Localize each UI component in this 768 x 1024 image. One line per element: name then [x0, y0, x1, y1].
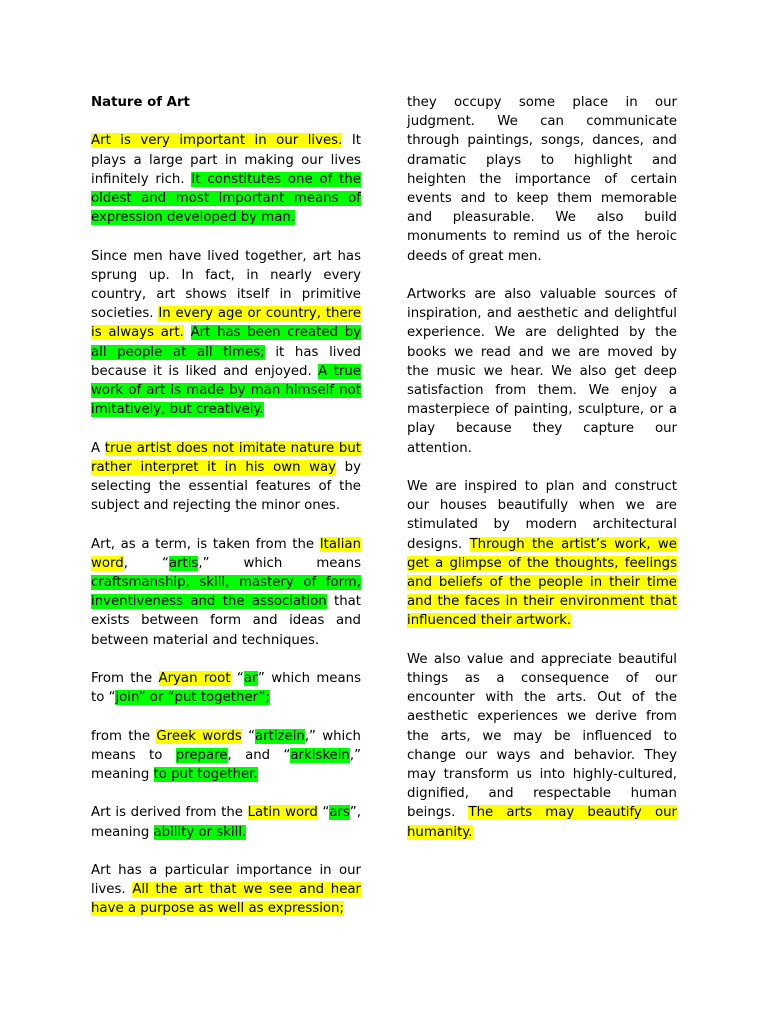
highlighted-text: Aryan root [158, 671, 231, 687]
text-run: they occupy some place in our judgment. We can communicate through paintings, songs, dances, and dramatic plays to highlight and heighten the importance of certain events and to keep them memorable and pleasurable. We also build monuments to remind us of the heroic deeds of great men. [407, 95, 677, 264]
highlighted-text: In every age or country, there is always art. [91, 306, 361, 341]
highlighted-text: All the art that we see and hear have a purpose as well as expression; [91, 882, 361, 917]
text-run: A [91, 440, 105, 456]
highlighted-text: Art is very important in our lives. [91, 133, 343, 149]
text-run: ,” which means to [91, 728, 361, 763]
text-run: it has lived because it is liked and enjoyed. [91, 344, 361, 379]
text-run: Art has a particular importance in our lives. [91, 863, 361, 898]
text-run: ” which means to “ [91, 671, 361, 706]
highlighted-text: Through the artist’s work, we get a glimpse of the thoughts, feelings and beliefs of the people in their time and the faces in their environment that influenced their artwork. [407, 536, 677, 629]
text-run: We are inspired to plan and construct our houses beautifully when we are stimulated by modern architectural designs. [407, 479, 677, 552]
text-run: “ [230, 671, 244, 687]
paragraph [91, 535, 361, 650]
highlighted-text: ars [329, 805, 350, 821]
highlighted-text: arkiskein [290, 747, 350, 763]
highlighted-text: join” or “put together”; [115, 690, 271, 706]
text-run: Since men have lived together, art has sprung up. In fact, in nearly every country, art shows itself in primitive societies. [91, 248, 361, 322]
paragraph [91, 247, 361, 420]
paragraph [407, 477, 677, 631]
page-title: Nature of Art [91, 95, 190, 110]
text-run: , and “ [227, 747, 291, 763]
text-run: from the [91, 728, 157, 744]
text-run: It plays a large part in making our lives infinitely rich. [91, 133, 361, 187]
paragraph [91, 131, 361, 227]
text-run: “ [241, 728, 256, 744]
text-run: Art, as a term, is taken from the [91, 536, 320, 552]
highlighted-text: craftsmanship, skill, mastery of form, inventiveness and the association [91, 575, 361, 610]
text-run: We also value and appreciate beautiful things as a consequence of our encounter with the arts. Out of the aesthetic experiences we derive from the arts, we may be influenced to change our ways and behavior. They may transform us into highly-cultured, dignified, and respectable human beings. [407, 651, 677, 821]
highlighted-text: The arts may beautify our humanity. [407, 805, 677, 840]
paragraph [91, 439, 361, 516]
highlighted-text: A true work of art is made by man himself not imitatively, but creatively. [91, 363, 361, 418]
paragraph [91, 803, 361, 841]
highlighted-text: to put together. [153, 767, 258, 783]
highlighted-text: prepare [175, 747, 228, 763]
highlighted-text: ability or skill. [153, 824, 247, 840]
highlighted-text: Greek words [156, 728, 242, 744]
paragraph [407, 650, 677, 842]
right-column [407, 93, 677, 861]
highlighted-text: Latin word [247, 805, 318, 821]
highlighted-text: true artist does not imitate nature but rather interpret it in his own way [91, 440, 361, 475]
text-run: Art is derived from the [91, 805, 248, 821]
text-run: ”, meaning [91, 805, 362, 840]
text-run: ,” meaning [91, 747, 361, 783]
paragraph [407, 93, 677, 266]
highlighted-text: ar [243, 671, 258, 687]
highlighted-text: Art has been created by all people at all times; [91, 325, 362, 360]
highlighted-text: It constitutes one of the oldest and most important means of expression developed by man. [91, 171, 361, 226]
text-run: ,” which means [198, 555, 361, 571]
highlighted-text: Italian word [91, 536, 361, 571]
paragraph [91, 861, 361, 919]
text-run: Artworks are also valuable sources of inspiration, and aesthetic and delightful experience. We are delighted by the books we read and we are moved by the music we hear. We also get deep satisfaction from them. We enjoy a masterpiece of painting, sculpture, or a play because they capture our attention. [407, 287, 677, 456]
text-run: by selecting the essential features of the subject and rejecting the minor ones. [91, 459, 361, 514]
text-run [184, 325, 191, 340]
highlighted-text: artizein [255, 728, 305, 744]
left-column [91, 93, 361, 938]
highlighted-text: artis [168, 555, 199, 571]
text-run: “ [317, 805, 330, 821]
paragraph [91, 669, 361, 707]
paragraph [407, 285, 677, 458]
paragraph [91, 727, 361, 785]
text-run: From the [91, 671, 159, 687]
text-run: that exists between form and ideas and between material and techniques. [91, 594, 361, 648]
text-run: , “ [123, 555, 169, 571]
